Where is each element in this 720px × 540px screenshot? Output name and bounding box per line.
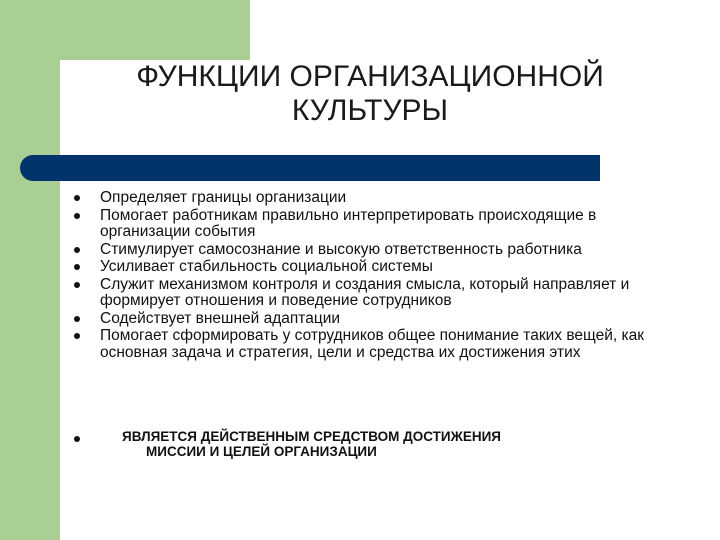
bullet-dot-icon — [74, 213, 80, 219]
bullet-text: Помогает сформировать у сотрудников общее понимание таких вещей, как основная задача и стратегия, цели и средства их достижения этих — [100, 327, 645, 361]
bullet-dot-icon — [74, 282, 80, 288]
bullet-dot-icon — [74, 316, 80, 322]
bullet-item — [74, 242, 674, 259]
slide-title — [90, 60, 650, 128]
bullet-text: Определяет границы организации — [100, 189, 347, 206]
bullet-item — [74, 259, 674, 276]
bullet-dot-icon — [74, 264, 80, 270]
title-line-1: ФУНКЦИИ ОРГАНИЗАЦИОННОЙ — [136, 60, 604, 93]
bullet-item — [74, 328, 674, 361]
final-line-1: ЯВЛЯЕТСЯ ДЕЙСТВЕННЫМ СРЕДСТВОМ ДОСТИЖЕНИЯ — [122, 429, 501, 444]
bullet-item — [74, 277, 674, 310]
title-underline-bar — [20, 155, 600, 181]
title-line-2: КУЛЬТУРЫ — [291, 94, 449, 127]
bullet-dot-icon — [74, 247, 80, 253]
bullet-text: Служит механизмом контроля и создания смысла, который направляет и формирует отношения и поведение сотрудников — [100, 275, 630, 309]
bullet-dot-icon — [74, 436, 80, 442]
bullet-item — [74, 190, 674, 207]
final-line-2: МИССИИ И ЦЕЛЕЙ ОРГАНИЗАЦИИ — [146, 443, 377, 459]
bullet-item — [74, 208, 674, 241]
bullet-dot-icon — [74, 195, 80, 201]
bullet-text: Усиливает стабильность социальной системы — [100, 258, 433, 275]
bullet-dot-icon — [74, 333, 80, 339]
bullet-text: Стимулирует самосознание и высокую ответственность работника — [100, 240, 582, 258]
green-top-block — [60, 0, 250, 60]
bullet-text: Содействует внешней адаптации — [100, 309, 341, 327]
bullet-text: Помогает работникам правильно интерпретировать происходящие в организации события — [100, 206, 597, 240]
green-left-strip — [0, 0, 60, 540]
bullet-item — [74, 311, 674, 328]
bullet-list — [74, 190, 674, 362]
final-statement-text — [122, 430, 642, 459]
